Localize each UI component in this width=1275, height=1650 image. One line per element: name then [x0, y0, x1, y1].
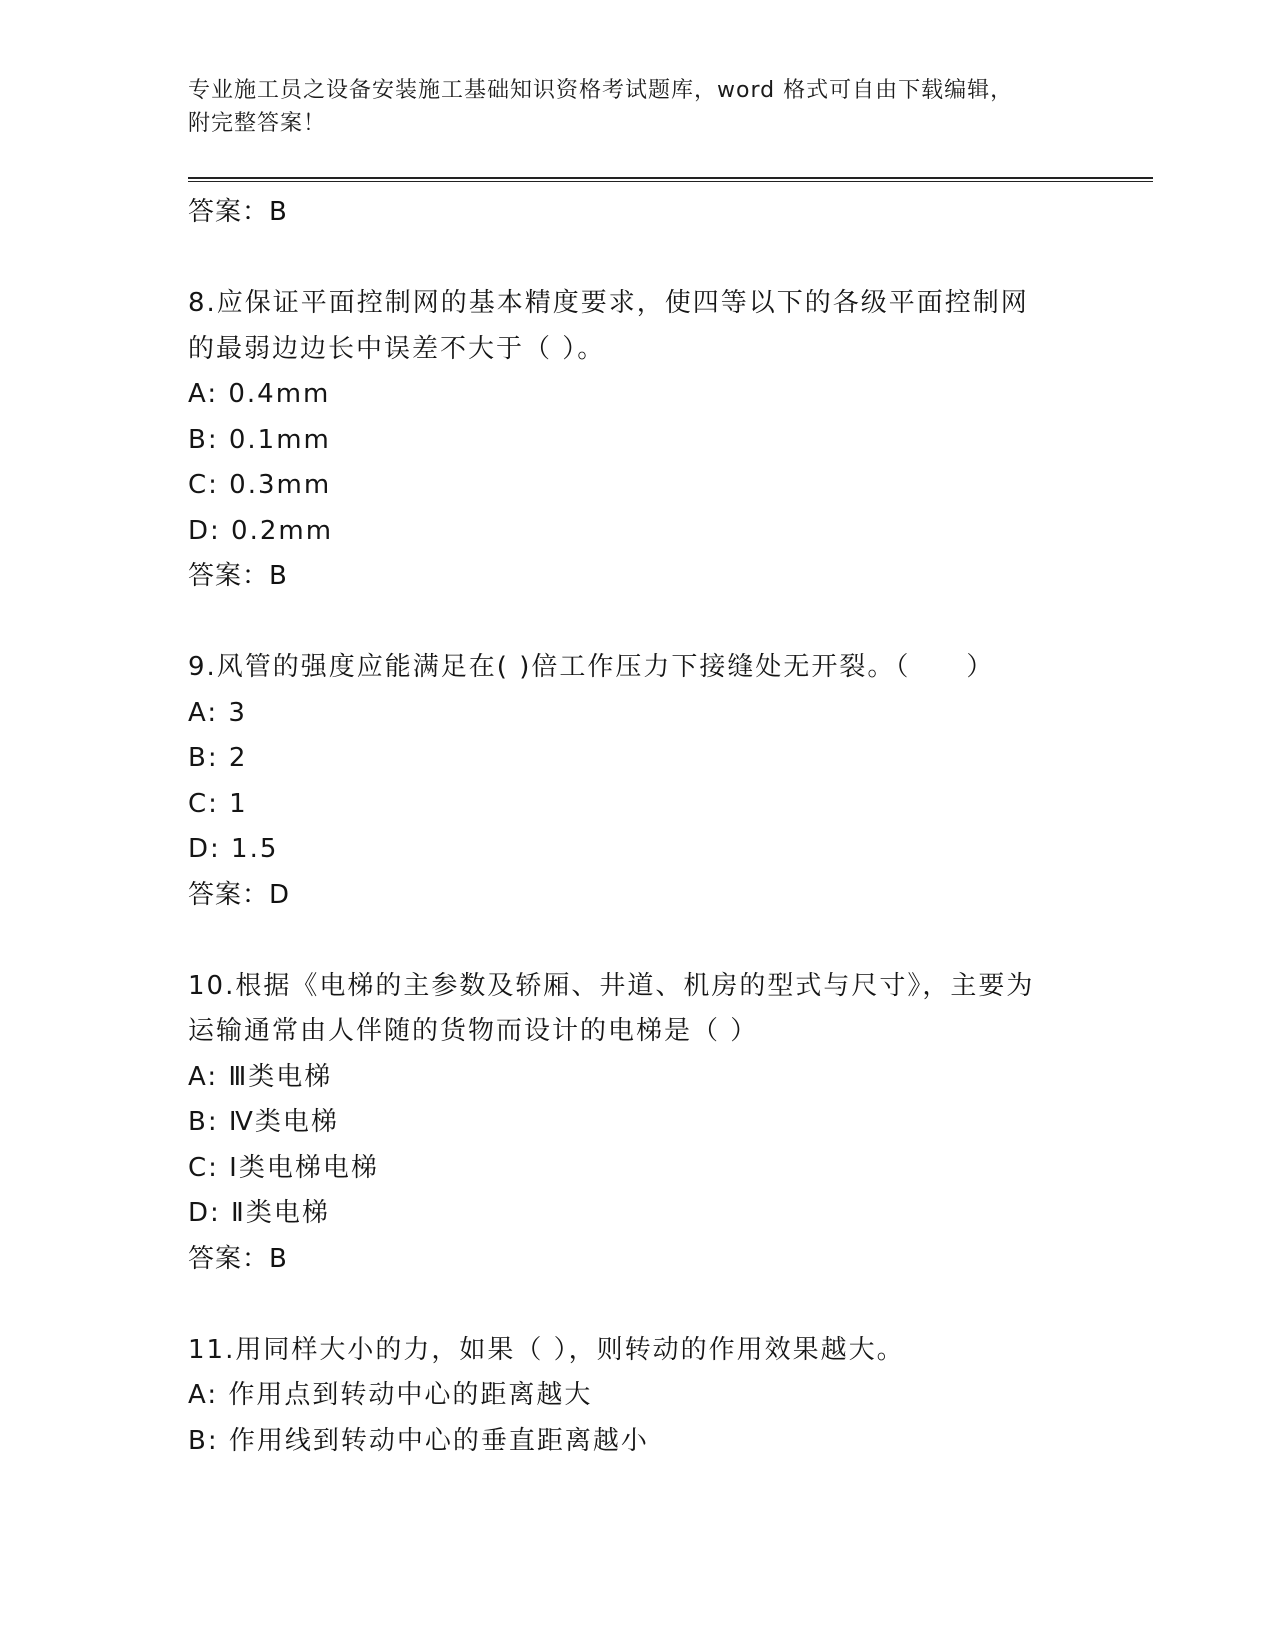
- spacer: [188, 1282, 1088, 1328]
- answer-line: 答案：D: [188, 879, 291, 910]
- answer-line: 答案：B: [188, 1243, 288, 1274]
- header-line-2: 附完整答案！: [188, 111, 327, 136]
- option-a: A: 作用点到转动中心的距离越大: [188, 1380, 593, 1410]
- spacer: [188, 600, 1088, 646]
- option-c: C: 0.3mm: [188, 470, 332, 500]
- option-d: D: 0.2mm: [188, 515, 334, 546]
- option-b: B: 2: [188, 743, 248, 773]
- option-d: D: Ⅱ类电梯: [188, 1198, 330, 1228]
- question-block: [188, 645, 1088, 918]
- spacer: [188, 236, 1088, 282]
- header-line-1: 专业施工员之设备安装施工基础知识资格考试题库，word 格式可自由下载编辑，: [188, 78, 1014, 103]
- question-stem: 8.应保证平面控制网的基本精度要求，使四等以下的各级平面控制网: [188, 288, 1029, 318]
- option-b: B: 0.1mm: [188, 424, 331, 455]
- question-stem: 的最弱边边长中误差不大于（ ）。: [188, 333, 606, 364]
- question-list: [188, 190, 1088, 1464]
- question-stem: 9.风管的强度应能满足在( )倍工作压力下接缝处无开裂。（ ）: [188, 652, 995, 682]
- question-stem: 10.根据《电梯的主参数及轿厢、井道、机房的型式与尺寸》，主要为: [188, 970, 1035, 1001]
- question-block: [188, 964, 1088, 1283]
- option-b: B: Ⅳ类电梯: [188, 1107, 339, 1137]
- answer-line: 答案：B: [188, 561, 288, 591]
- option-a: A: 3: [188, 697, 247, 728]
- option-d: D: 1.5: [188, 834, 279, 864]
- option-c: C: 1: [188, 788, 248, 819]
- option-c: C: Ⅰ类电梯电梯: [188, 1152, 379, 1183]
- option-a: A: Ⅲ类电梯: [188, 1061, 333, 1092]
- question-stem: 运输通常由人伴随的货物而设计的电梯是（ ）: [188, 1016, 759, 1046]
- header-divider: [188, 177, 1153, 182]
- question-block: [188, 281, 1088, 600]
- spacer: [188, 918, 1088, 964]
- document-header: [188, 74, 1068, 140]
- answer-line: 答案：B: [188, 197, 288, 227]
- question-stem: 11.用同样大小的力，如果（ ），则转动的作用效果越大。: [188, 1334, 905, 1365]
- question-block: [188, 1328, 1088, 1465]
- option-b: B: 作用线到转动中心的垂直距离越小: [188, 1425, 649, 1456]
- option-a: A: 0.4mm: [188, 379, 331, 409]
